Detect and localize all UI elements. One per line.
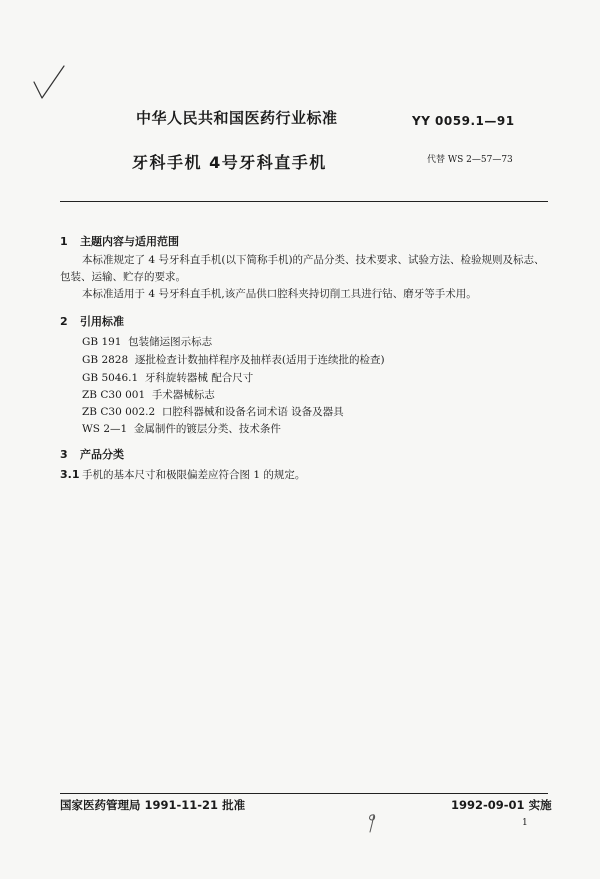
section-1-heading — [60, 233, 179, 249]
reference-item — [82, 352, 385, 367]
handwritten-checkmark-icon — [30, 62, 70, 104]
section-3-1 — [60, 468, 305, 482]
section-title: 主题内容与适用范围 — [80, 235, 179, 248]
reference-item — [82, 421, 281, 436]
pen-scribble-icon — [365, 812, 379, 834]
standard-code: YY 0059.1—91 — [412, 114, 515, 128]
section-number: 2 — [60, 315, 68, 328]
section-title: 引用标准 — [80, 315, 124, 328]
section-1-paragraph-1-line-2: 包装、运输、贮存的要求。 — [60, 271, 186, 283]
reference-code: ZB C30 001 — [82, 389, 146, 401]
reference-title: 牙科旋转器械 配合尺寸 — [144, 372, 254, 384]
section-title: 产品分类 — [80, 448, 124, 461]
section-number: 3 — [60, 448, 68, 461]
reference-code: GB 5046.1 — [82, 372, 139, 384]
reference-item — [82, 370, 253, 385]
reference-title: 包装储运图示标志 — [128, 336, 213, 348]
reference-item — [82, 404, 344, 419]
reference-item — [82, 334, 212, 349]
replaces-note: 代替 WS 2—57—73 — [427, 155, 513, 165]
approval-note: 国家医药管理局 1991-11-21 批准 — [60, 798, 246, 812]
subsection-text: 手机的基本尺寸和极限偏差应符合图 1 的规定。 — [82, 469, 306, 481]
standard-title: 牙科手机 4号牙科直手机 — [132, 153, 327, 172]
section-3-heading — [60, 446, 124, 462]
reference-code: WS 2—1 — [82, 423, 128, 435]
reference-title: 手术器械标志 — [151, 389, 215, 401]
reference-title: 口腔科器械和设备名词术语 设备及器具 — [161, 406, 344, 418]
reference-code: ZB C30 002.2 — [82, 406, 156, 418]
reference-title: 逐批检查计数抽样程序及抽样表(适用于连续批的检查) — [134, 354, 385, 366]
reference-title: 金属制件的镀层分类、技术条件 — [133, 423, 281, 435]
reference-code: GB 2828 — [82, 354, 129, 366]
section-2-heading — [60, 313, 124, 329]
footer-divider — [60, 793, 548, 794]
effective-date: 1992-09-01 实施 — [451, 798, 552, 812]
header-divider — [60, 201, 548, 202]
section-1-paragraph-1-line-1: 本标准规定了 4 号牙科直手机(以下简称手机)的产品分类、技术要求、试验方法、检验规则及标志、 — [82, 254, 545, 266]
reference-code: GB 191 — [82, 336, 122, 348]
section-1-paragraph-2: 本标准适用于 4 号牙科直手机,该产品供口腔科夹持切削工具进行钻、磨牙等手术用。 — [82, 288, 477, 300]
page-number: 1 — [522, 818, 528, 828]
subsection-number: 3.1 — [60, 468, 80, 481]
reference-item — [82, 387, 215, 402]
section-number: 1 — [60, 235, 68, 248]
standard-organization: 中华人民共和国医药行业标准 — [136, 109, 338, 127]
